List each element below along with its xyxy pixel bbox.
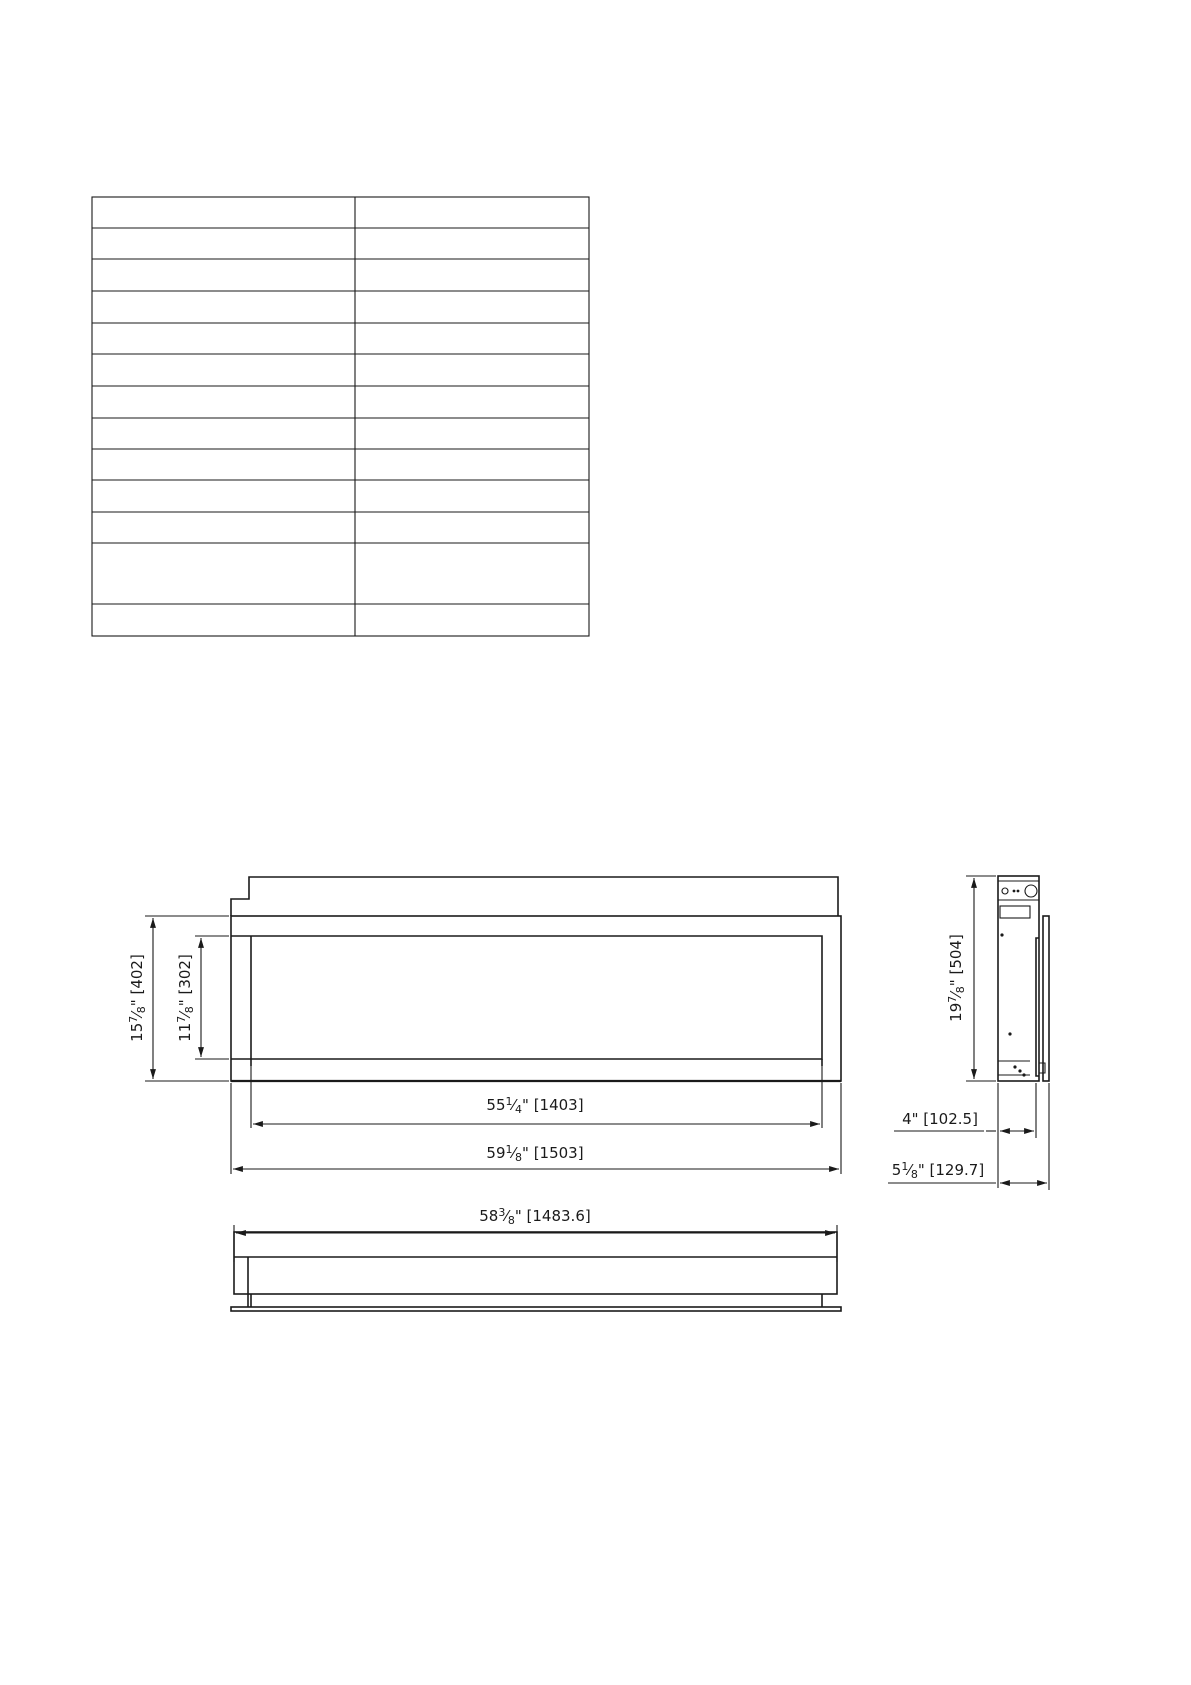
depth-total-denominator: 8 bbox=[910, 1168, 918, 1181]
front-view bbox=[231, 877, 841, 1081]
overall-width-whole: 59 bbox=[486, 1144, 506, 1162]
top-width-fraction-slash: ⁄ bbox=[505, 1207, 508, 1225]
overall-width-label bbox=[486, 1143, 583, 1164]
depth-body-label bbox=[902, 1110, 978, 1128]
depth-total-whole: 5 bbox=[891, 1161, 902, 1179]
viewing-width-metric: [1403] bbox=[528, 1096, 584, 1114]
front-view-frame bbox=[231, 916, 841, 1081]
top-width-inch-mark: " bbox=[514, 1207, 522, 1225]
top-view-trim bbox=[231, 1307, 841, 1311]
inner-height-numerator: 7 bbox=[175, 1015, 188, 1023]
outer-height-inch-mark: " bbox=[128, 999, 146, 1007]
depth-total-inch-mark: " bbox=[917, 1161, 925, 1179]
svg-text:197⁄8" [504] bbox=[946, 934, 967, 1022]
top-width-metric: [1483.6] bbox=[521, 1207, 591, 1225]
depth-total-dimension bbox=[888, 1083, 1049, 1190]
viewing-width-dimension bbox=[251, 1066, 822, 1128]
outer-height-metric: [402] bbox=[128, 954, 146, 1000]
overall-width-fraction-slash: ⁄ bbox=[512, 1144, 516, 1162]
inner-height-dimension bbox=[175, 936, 229, 1059]
depth-total-label bbox=[892, 1160, 984, 1181]
side-view bbox=[998, 876, 1049, 1081]
side-view-control-panel bbox=[1000, 906, 1030, 918]
viewing-width-fraction-slash: ⁄ bbox=[512, 1096, 516, 1114]
side-height-numerator: 7 bbox=[946, 995, 959, 1003]
inner-height-label bbox=[175, 954, 196, 1042]
side-height-inch-mark: " bbox=[947, 979, 965, 987]
outer-height-fraction-slash: ⁄ bbox=[128, 1013, 146, 1016]
inner-height-denominator: 8 bbox=[183, 1006, 196, 1014]
outer-height-denominator: 8 bbox=[135, 1006, 148, 1014]
front-view-glass bbox=[231, 936, 822, 1059]
depth-body-inch-mark: " bbox=[911, 1110, 919, 1128]
outer-height-whole: 15 bbox=[128, 1022, 146, 1042]
side-view-body bbox=[998, 876, 1039, 1081]
top-width-label bbox=[479, 1206, 590, 1227]
top-width-dimension bbox=[234, 1206, 837, 1262]
viewing-width-numerator: 1 bbox=[505, 1095, 513, 1108]
top-view-body bbox=[234, 1232, 837, 1294]
depth-body-metric: [102.5] bbox=[918, 1110, 978, 1128]
top-width-whole: 58 bbox=[479, 1207, 499, 1225]
overall-width-metric: [1503] bbox=[528, 1144, 584, 1162]
viewing-width-inch-mark: " bbox=[522, 1096, 529, 1114]
svg-text:117⁄8" [302] bbox=[175, 954, 196, 1042]
depth-body-whole: 4 bbox=[902, 1110, 912, 1128]
spec-table-border bbox=[92, 197, 589, 636]
side-height-whole: 19 bbox=[947, 1002, 965, 1022]
overall-width-numerator: 1 bbox=[505, 1143, 513, 1156]
viewing-width-label bbox=[486, 1095, 583, 1116]
outer-height-label bbox=[127, 954, 148, 1042]
side-height-metric: [504] bbox=[947, 934, 965, 980]
front-view-housing bbox=[231, 877, 838, 916]
overall-width-denominator: 8 bbox=[515, 1151, 523, 1164]
side-view-front-panel bbox=[1043, 916, 1049, 1081]
inner-height-metric: [302] bbox=[176, 954, 194, 1000]
inner-height-inch-mark: " bbox=[176, 999, 194, 1007]
outer-height-numerator: 7 bbox=[127, 1015, 140, 1023]
top-width-numerator: 3 bbox=[498, 1206, 506, 1219]
inner-height-fraction-slash: ⁄ bbox=[176, 1013, 194, 1016]
depth-total-fraction-slash: ⁄ bbox=[908, 1161, 911, 1179]
inner-height-whole: 11 bbox=[176, 1022, 194, 1042]
depth-total-numerator: 1 bbox=[901, 1160, 909, 1173]
side-height-dimension bbox=[946, 876, 996, 1081]
top-width-denominator: 8 bbox=[507, 1214, 515, 1227]
viewing-width-whole: 55 bbox=[486, 1096, 506, 1114]
viewing-width-denominator: 4 bbox=[515, 1103, 523, 1116]
side-height-fraction-slash: ⁄ bbox=[947, 993, 965, 996]
top-view bbox=[231, 1232, 841, 1311]
spec-table bbox=[92, 197, 589, 636]
overall-width-inch-mark: " bbox=[522, 1144, 529, 1162]
svg-text:157⁄8" [402] bbox=[127, 954, 148, 1042]
depth-total-metric: [129.7] bbox=[924, 1161, 985, 1179]
side-height-label bbox=[946, 934, 967, 1022]
side-height-denominator: 8 bbox=[954, 986, 967, 994]
